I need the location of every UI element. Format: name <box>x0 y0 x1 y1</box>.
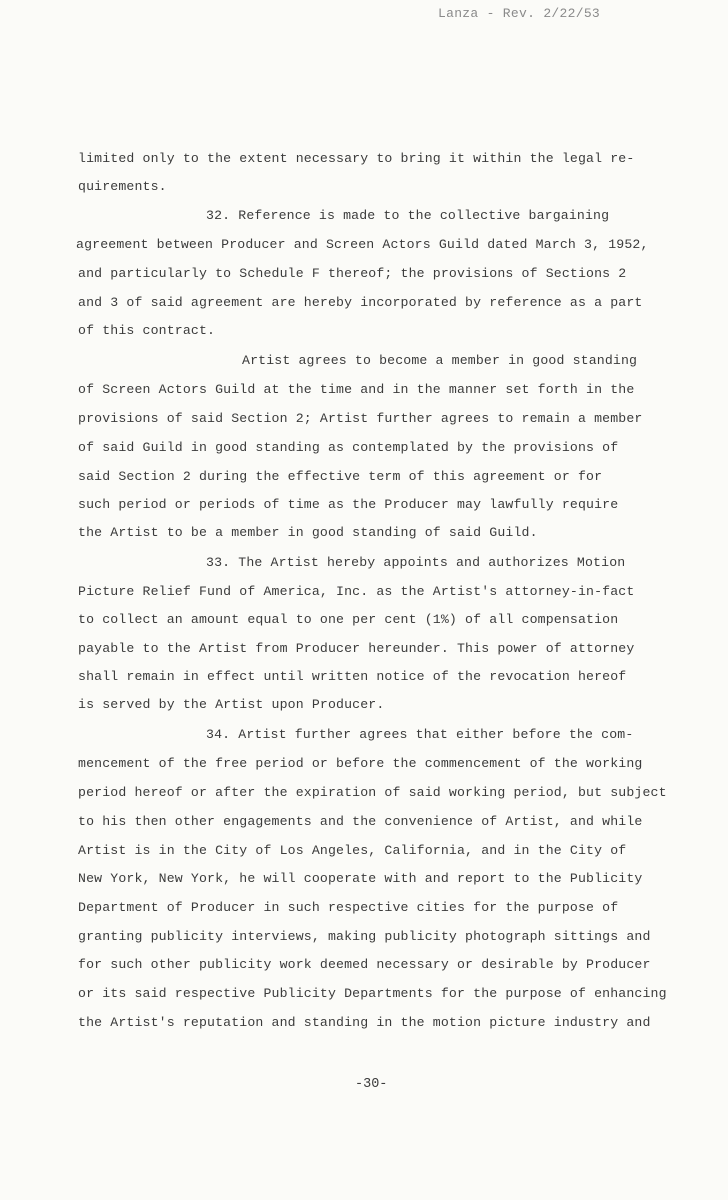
section-32-heading-line: 32. Reference is made to the collective bargaining <box>206 208 610 223</box>
body-line: Department of Producer in such respective cities for the purpose of <box>78 900 619 915</box>
body-line: to his then other engagements and the convenience of Artist, and while <box>78 814 643 829</box>
body-line: is served by the Artist upon Producer. <box>78 697 385 712</box>
revision-reference: Lanza - Rev. 2/22/53 <box>438 6 601 21</box>
paragraph-start-line: Artist agrees to become a member in good standing <box>242 353 638 368</box>
body-line: payable to the Artist from Producer hereunder. This power of attorney <box>78 641 635 656</box>
body-line: of this contract. <box>78 323 216 338</box>
body-line: quirements. <box>78 179 167 194</box>
body-line: such period or periods of time as the Producer may lawfully require <box>78 497 619 512</box>
body-line: granting publicity interviews, making publicity photograph sittings and <box>78 929 651 944</box>
body-line: for such other publicity work deemed necessary or desirable by Producer <box>78 957 651 972</box>
body-line: and particularly to Schedule F thereof; the provisions of Sections 2 <box>78 266 627 281</box>
body-line: shall remain in effect until written notice of the revocation hereof <box>78 669 627 684</box>
section-33-heading-line: 33. The Artist hereby appoints and authorizes Motion <box>206 555 626 570</box>
body-line: Picture Relief Fund of America, Inc. as the Artist's attorney-in-fact <box>78 584 635 599</box>
body-line: to collect an amount equal to one per cent (1%) of all compensation <box>78 612 619 627</box>
body-line: said Section 2 during the effective term of this agreement or for <box>78 469 603 484</box>
body-line: New York, New York, he will cooperate with and report to the Publicity <box>78 871 643 886</box>
body-line: mencement of the free period or before the commencement of the working <box>78 756 643 771</box>
body-line: agreement between Producer and Screen Actors Guild dated March 3, 1952, <box>76 237 649 252</box>
body-line: and 3 of said agreement are hereby incorporated by reference as a part <box>78 295 643 310</box>
body-line: of said Guild in good standing as contemplated by the provisions of <box>78 440 619 455</box>
body-line: of Screen Actors Guild at the time and in the manner set forth in the <box>78 382 635 397</box>
body-line: provisions of said Section 2; Artist further agrees to remain a member <box>78 411 643 426</box>
page-number: -30- <box>355 1077 388 1092</box>
section-34-heading-line: 34. Artist further agrees that either before the com- <box>206 727 634 742</box>
body-line: Artist is in the City of Los Angeles, California, and in the City of <box>78 843 627 858</box>
body-line: period hereof or after the expiration of said working period, but subject <box>78 785 667 800</box>
body-line: limited only to the extent necessary to bring it within the legal re- <box>78 151 635 166</box>
body-line: the Artist to be a member in good standing of said Guild. <box>78 525 538 540</box>
body-line: or its said respective Publicity Departments for the purpose of enhancing <box>78 986 667 1001</box>
body-line: the Artist's reputation and standing in the motion picture industry and <box>78 1015 651 1030</box>
